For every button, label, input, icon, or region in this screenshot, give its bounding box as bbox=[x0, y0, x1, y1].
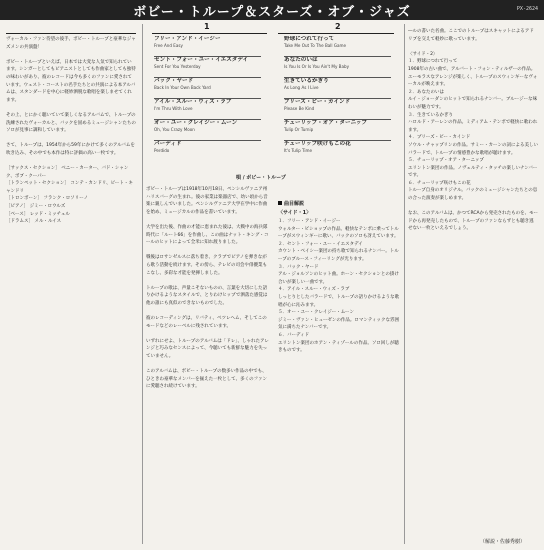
commentary-heading: 曲目解説 bbox=[278, 200, 304, 207]
track-item: バーディド Perdido bbox=[154, 141, 182, 153]
track-item: チューリップ・オア・ターニップ Tulip Or Turnip bbox=[284, 120, 391, 141]
catalog-number: PX-2624 bbox=[516, 6, 538, 12]
track-item: プリーズ・ビー・カインド Please Be Kind bbox=[284, 99, 391, 120]
column-divider bbox=[142, 24, 143, 544]
track-item: あなたのいは Is You Is Or Is You Ain't My Baby bbox=[284, 57, 391, 78]
side-2-heading: 2 bbox=[335, 22, 341, 31]
track-item: アイル・スルー・ウィズ・ラブ I'm Thru With Love bbox=[154, 99, 261, 120]
side-1-commentary-heading: 〈サイド・1〉 bbox=[278, 210, 312, 216]
title-banner bbox=[0, 0, 544, 20]
track-item: フリー・アンド・イージー Free And Easy bbox=[154, 36, 261, 57]
track-item: 野球につれて行って Take Me Out To The Ball Game bbox=[284, 36, 391, 57]
top-rule-left bbox=[6, 33, 136, 34]
track-item: オー・ユー・クレイジー・ムーン Oh, You Crazy Moon bbox=[154, 120, 261, 141]
vocal-credit: 唄 / ボビー・トループ bbox=[236, 175, 286, 181]
intro-column: ヴォーカル・ファン待望の彼手、ボビー・トループと豪華なジャズメンの共演盤！ ボビー・トループといえば、日本では大変な人気で知られています。シンガーとしてもピアニストとしても作曲家としても独特の味わいがあり、彼のレコードは今も多くのファンに愛されています。ウェスト・コーストの名手たちとの共演による本アルバムは、スタンダードを中心に軽妙洒脱な歌唱を楽しませてくれます。 その上、とにかく聴いていて楽しくなるアルバムで、トループの洗練されたヴォーカルと、バックを固めるミュージシャンたちのソロが見事に調和しています。 さて、トループは、1954年から59年にかけて多くのアルバムを吹き込み、その中でも本作は特に評価の高い一枚です。 ［サックス・セクション］ ベニー・カーター、バド・シャンク、ボブ・クーパー ［トランペット・セクション］ コンテ・カンドリ、ピート・キャンドリ ［トロンボーン］ フランク・ロソリーノ ［ピアノ］ ジミー・ロウルズ ［ベース］ レッド・ミッチェル ［ドラムス］ メル・ルイス bbox=[6, 37, 136, 225]
side-2-commentary: ―ルの書いた名曲。ここでのトループはスキャットによるアドリブを交えて軽妙に歌っています。 〈サイド・2〉 １．野球につれて行って 1908年の古い曲で、アルバート・フォン・ティルザーの作品。ユーモラスなアレンジが楽しく、トループのスウィンギーなヴォーカルが映えます。 ２．あなたのいは ルイ・ジョーダンのヒットで知られるナンバー。ブルージーな味わいが魅力です。 ３．生きているかぎり ハロルド・アーレンの作品。ミディアム・テンポで軽快に歌われます。 ４．プリーズ・ビー・カインド ソウル・チャップリンの作品。サミー・カーンの詞による美しいバラードで、トループの情感豊かな歌唱が聴けます。 ５．チューリップ・オア・ターニップ エリントン楽団の作品。ノヴェルティ・タッチの楽しいナンバーです。 ６．チューリップ咲けもこの花 トループ自身のオリジナル。バックのミュージシャンたちとの息の合った演奏が楽しめます。 なお、このアルバムは、かつてRCAから発売されたものを、モードから再発売したもので、トループのファンならずとも聴き逃せない一枚といえるでしょう。 bbox=[408, 29, 538, 232]
column-divider-right bbox=[404, 24, 405, 544]
album-title: ボビー・トループ＆スターズ・オブ・ジャズ bbox=[133, 5, 411, 20]
track-item: 生きているかぎり As Long As I Live bbox=[284, 78, 391, 99]
side-1-heading: 1 bbox=[204, 22, 210, 31]
biography-column: ボビー・トループは1918年10月18日、ペンシルヴァニア州ハリスバーグの生まれ。彼の家業は楽器店で、幼い頃から音楽に親しんでいました。ペンシルヴァニア大学在学中に作曲を始め、ミュージカルの作品を書いています。 大学を出た後、作曲の才能に恵まれた彼は、大戦中の海兵隊時代に「ルート66」を作曲し、この曲はナット・キング・コールのヒットによって全米に知れ渡りました。 戦後はロサンゼルスに落ち着き、クラブでピアノを弾きながら歌う活動を続けます。その傍ら、テレビの司会や俳優業もこなし、多彩な才能を発揮しました。 トループの歌は、声量こそないものの、言葉を大切にした語りかけるようなスタイルで、とりわけヒップで洒落た感覚は他の誰にも真似のできないものでした。 彼のレコーディングは、リバティ、ベツレヘム、そしてこのモードなどのレーベルに残されています。 いずれにせよ、トループのアルバムは「ドレ」、しゃれたアレンジと巧みなセンスによって、今聴いても新鮮な魅力を失っていません。 このアルバムは、ボビー・トループの数多い作品の中でも、ひときわ豪華なメンバーを揃えた一枚として、多くのファンに愛聴され続けています。 bbox=[146, 187, 269, 390]
track-item: チューリップ咲けもこの花 It's Tulip Time bbox=[284, 141, 351, 153]
square-bullet-icon bbox=[278, 201, 282, 205]
track-item: バック・ヤード Back In Your Own Back Yard bbox=[154, 78, 261, 99]
track-item: セント・フォー・ユー・イエスタデイ Sent For You Yesterday bbox=[154, 57, 261, 78]
tracklist-rule-right bbox=[278, 33, 394, 34]
side-1-commentary: １．フリー・アンド・イージー ウォルター・ビショップの作品。軽快なテンポに乗ってトループがスウィンギーに歌い、バックのソロも冴えています。 ２．セント・フォー・ユー・イエスタデイ カウント・ベイシー楽団の持ち歌で知られるナンバー。トループのブルース・フィーリングが光ります。 ３．バック・ヤード アル・ジョルソンのヒット曲。ホーン・セクションとの掛け合いが楽しい一曲です。 ４．アイル・スルー・ウィズ・ラブ しっとりとしたバラードで、トループの語りかけるような歌唱が心に沁みます。 ５．オー・ユー・クレイジー・ムーン ジミー・ヴァン・ヒューゼンの作品。ロマンティックな雰囲気に満ちたナンバーです。 ６．バーディド エリントン楽団のホアン・ティゾールの作品。ソロ回しが聴きものです。 bbox=[278, 219, 400, 354]
tracklist-rule-left bbox=[152, 33, 267, 34]
author-credit: （解説・佐藤秀樹） bbox=[480, 539, 526, 545]
